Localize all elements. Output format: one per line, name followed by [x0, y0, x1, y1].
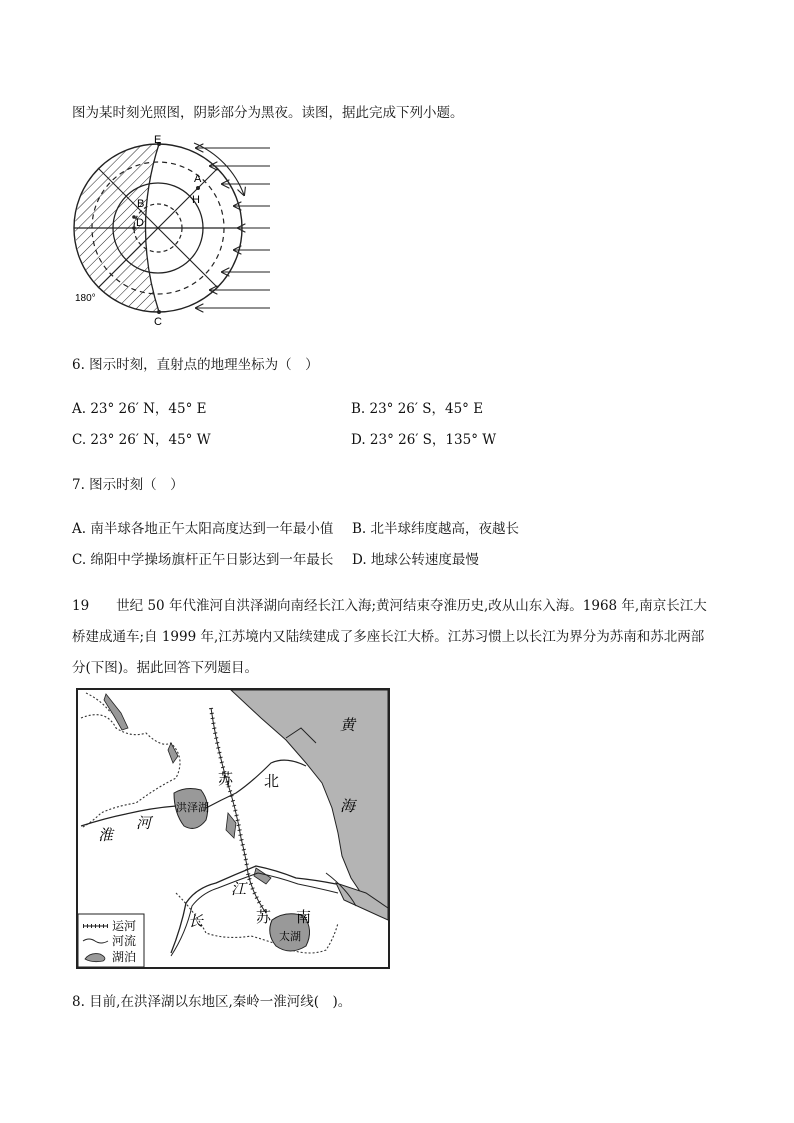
illumination-diagram	[72, 135, 282, 335]
label-chang: 长	[188, 912, 204, 930]
label-C: C	[154, 316, 162, 328]
legend-canal: 运河	[112, 919, 137, 933]
q6-option-c: C. 23° 26′ N，45° W	[72, 432, 211, 448]
q6-option-b: B. 23° 26′ S，45° E	[351, 401, 484, 417]
legend-river: 河流	[112, 934, 137, 948]
label-B: B	[137, 198, 145, 210]
q7-option-d: D. 地球公转速度最慢	[352, 552, 479, 568]
label-180: 180°	[75, 293, 96, 304]
passage-line-2: 桥建成通车;自 1999 年,江苏境内又陆续建成了多座长江大桥。江苏习惯上以长江为界分为苏南和苏北两部	[72, 629, 705, 645]
label-E: E	[154, 135, 162, 146]
label-bei: 北	[264, 772, 280, 790]
q6-option-a: A. 23° 26′ N，45° E	[72, 401, 207, 417]
q7-option-c: C. 绵阳中学操场旗杆正午日影达到一年最长	[72, 552, 334, 568]
q7-option-b: B. 北半球纬度越高，夜越长	[352, 521, 520, 537]
label-huang: 黄	[340, 716, 356, 734]
q6-option-d: D. 23° 26′ S，135° W	[351, 432, 497, 448]
passage-line-1: 19 世纪 50 年代淮河自洪泽湖向南经长江入海;黄河结束夺淮历史,改从山东入海。1968 年,南京长江大	[72, 598, 707, 614]
label-hai: 海	[340, 797, 356, 815]
label-he: 河	[136, 814, 152, 832]
label-H: H	[192, 194, 200, 206]
label-D: D	[136, 217, 144, 229]
q7-option-a: A. 南半球各地正午太阳高度达到一年最小值	[72, 521, 334, 537]
label-huai: 淮	[98, 826, 114, 844]
label-su-south: 苏	[256, 908, 272, 926]
label-hongze: 洪泽湖	[176, 801, 209, 814]
jiangsu-map	[76, 688, 390, 969]
legend-lake: 湖泊	[112, 950, 137, 964]
label-su-north: 苏	[218, 770, 234, 788]
q6-stem: 6. 图示时刻，直射点的地理坐标为（ ）	[72, 357, 319, 373]
label-jiang: 江	[231, 880, 247, 898]
passage-line-3: 分(下图)。据此回答下列题目。	[72, 660, 259, 676]
q8-stem: 8. 目前,在洪泽湖以东地区,秦岭一淮河线( )。	[72, 994, 352, 1010]
label-taihu: 太湖	[279, 930, 301, 943]
intro-text: 图为某时刻光照图，阴影部分为黑夜。读图，据此完成下列小题。	[72, 105, 464, 121]
label-nan: 南	[296, 908, 312, 926]
label-A: A	[194, 173, 202, 185]
map-legend	[78, 914, 144, 967]
q7-stem: 7. 图示时刻（ ）	[72, 477, 184, 493]
